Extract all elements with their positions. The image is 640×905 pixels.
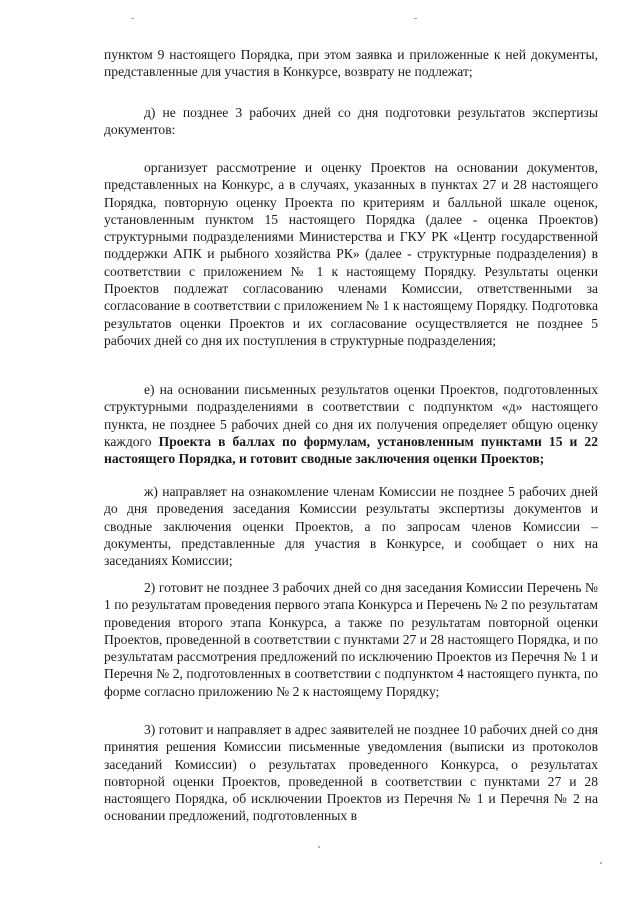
scan-speck xyxy=(318,846,320,848)
paragraph-item-2: 2) готовит не позднее 3 рабочих дней со дня заседания Комиссии Перечень № 1 по результатам проведения первого этапа Конкурса и Перечень № 2 по результатам проведения второго этапа Конкурса, а также по результатам повторной оценки Проектов, проведенной в соответствии с пунктами 27 и 28 настоящего Порядка, и по результатам рассмотрения предложений по исключению Проектов из Перечня № 1 и Перечня № 2, подготовленных в соответствии с подпунктом 4 настоящего пункта, по форме согласно приложению № 2 к настоящему Порядку; xyxy=(104,580,598,699)
paragraph-continuation: пунктом 9 настоящего Порядка, при этом заявка и приложенные к ней документы, представленные для участия в Конкурсе, возврату не подлежат; xyxy=(104,47,598,80)
paragraph-subitem-e-bold: Проекта в баллах по формулам, установленным пунктами 15 и 22 настоящего Порядка, и готовит сводные заключения оценки Проектов; xyxy=(104,433,598,467)
paragraph-item-3: 3) готовит и направляет в адрес заявителей не позднее 10 рабочих дней со дня принятия решения Комиссии письменные уведомления (выписки из протоколов заседаний Комиссии) о результатах проведенного Конкурса, о результатах повторной оценки Проектов, проведенной в соответствии с пунктами 27 и 28 настоящего Порядка, об исключении Проектов из Перечня № 1 и Перечня № 2 на основании предложений, подготовленных в xyxy=(104,722,598,824)
scan-speck xyxy=(131,18,134,19)
paragraph-subitem-e xyxy=(104,381,598,467)
paragraph-subitem-e-text: е) на основании письменных результатов оценки Проектов, подготовленных структурными подразделениями в соответствии с подпунктом «д» настоящего пункта, не позднее 5 рабочих дней со дня их получения определяет общую оценку каждого xyxy=(104,382,598,449)
paragraph-subitem-d: д) не позднее 3 рабочих дней со дня подготовки результатов экспертизы документов: xyxy=(104,105,598,138)
paragraph-evaluation: организует рассмотрение и оценку Проектов на основании документов, представленных на Конкурс, а в случаях, указанных в пунктах 27 и 28 настоящего Порядка, повторную оценку Проекта по критериям и балльной шкале оценок, установленным пунктом 15 настоящего Порядка (далее - оценка Проектов) структурными подразделениями Министерства и ГКУ РК «Центр государственной поддержки АПК и рыбного хозяйства РК» (далее - структурные подразделения) в соответствии с приложением № 1 к настоящему Порядку. Результаты оценки Проектов подлежат согласованию членами Комиссии, ответственными за согласование в соответствии с приложением № 1 к настоящему Порядку. Подготовка результатов оценки Проектов и их согласование осуществляется не позднее 5 рабочих дней со дня их поступления в структурные подразделения; xyxy=(104,160,598,348)
scan-speck xyxy=(414,18,417,19)
paragraph-subitem-zh: ж) направляет на ознакомление членам Комиссии не позднее 5 рабочих дней до дня проведения заседания Комиссии результаты экспертизы документов и сводные заключения оценки Проектов, а по запросам членов Комиссии – документы, представленные для участия в Конкурсе, и сообщает о них на заседаниях Комиссии; xyxy=(104,484,598,569)
scan-speck xyxy=(600,862,602,864)
